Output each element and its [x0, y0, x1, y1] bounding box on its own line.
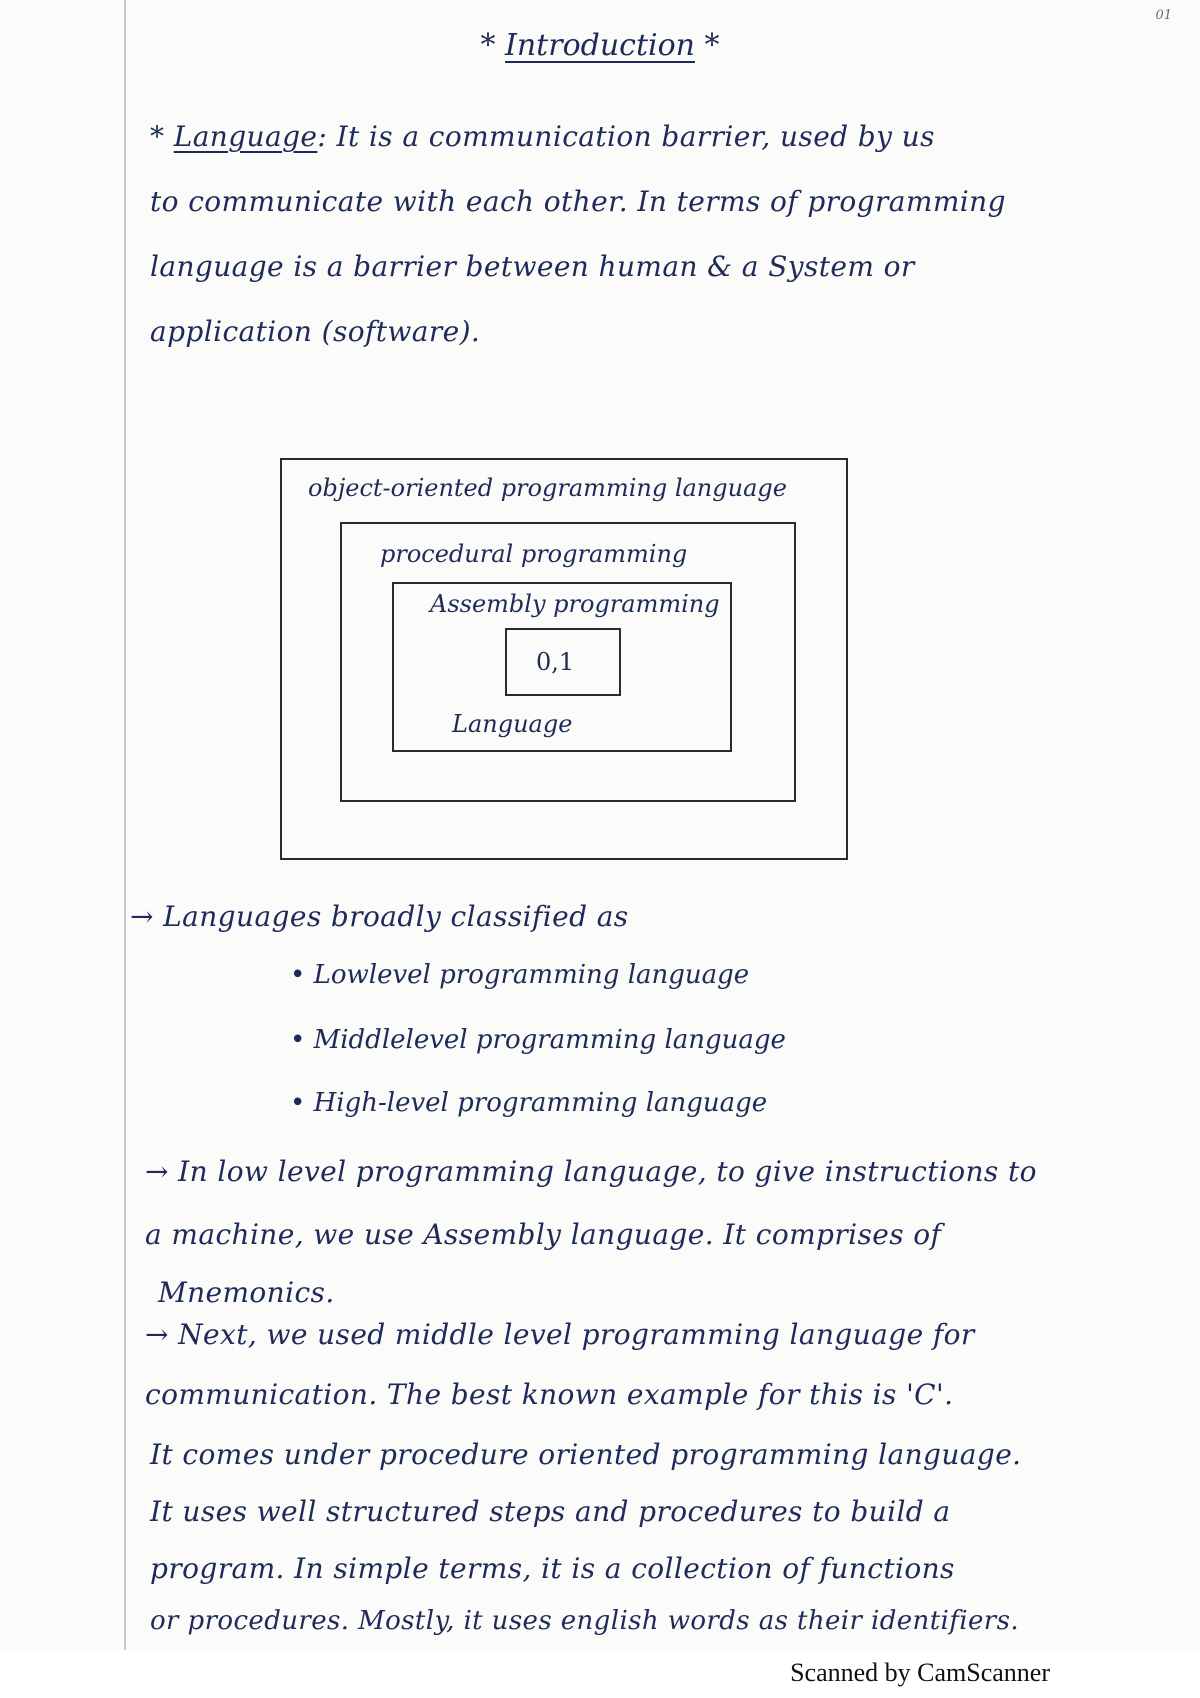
- page-title: [0, 28, 1200, 63]
- intro-line: [150, 120, 935, 153]
- middle-level-line: → Next, we used middle level programming language for: [145, 1318, 975, 1351]
- camscanner-watermark: Scanned by CamScanner: [790, 1658, 1050, 1687]
- title-suffix: *: [704, 28, 720, 63]
- classification-intro: → Languages broadly classified as: [130, 900, 629, 933]
- low-level-line: → In low level programming language, to give instructions to: [145, 1155, 1037, 1188]
- middle-level-line: program. In simple terms, it is a collection of functions: [150, 1552, 955, 1585]
- box-label-procedural: procedural programming: [380, 540, 688, 568]
- intro-bullet: *: [150, 120, 174, 153]
- middle-level-line: communication. The best known example for this is 'C'.: [145, 1378, 954, 1411]
- box-label-object-oriented: object-oriented programming language: [308, 474, 787, 502]
- box-label-assembly: Assembly programming: [430, 590, 720, 618]
- intro-term: Language: [173, 120, 318, 153]
- title-text: Introduction: [505, 28, 695, 63]
- title-prefix: *: [480, 28, 496, 63]
- intro-line: application (software).: [150, 315, 481, 348]
- middle-level-line: or procedures. Mostly, it uses english words as their identifiers.: [150, 1606, 1020, 1636]
- box-label-binary: 0,1: [536, 648, 575, 676]
- box-caption-language: Language: [452, 710, 573, 738]
- page-number: 01: [1155, 8, 1172, 23]
- classification-item: • Lowlevel programming language: [290, 960, 750, 990]
- intro-line: to communicate with each other. In terms of programming: [150, 185, 1006, 218]
- middle-level-line: It uses well structured steps and procedures to build a: [150, 1495, 951, 1528]
- low-level-line: a machine, we use Assembly language. It comprises of: [145, 1218, 942, 1251]
- intro-line: language is a barrier between human & a System or: [150, 250, 915, 283]
- margin-line: [124, 0, 126, 1655]
- classification-item: • Middlelevel programming language: [290, 1025, 786, 1055]
- middle-level-line: It comes under procedure oriented programming language.: [150, 1438, 1022, 1471]
- classification-item: • High-level programming language: [290, 1088, 768, 1118]
- intro-line-text: : It is a communication barrier, used by us: [317, 120, 935, 153]
- low-level-line: Mnemonics.: [158, 1276, 335, 1309]
